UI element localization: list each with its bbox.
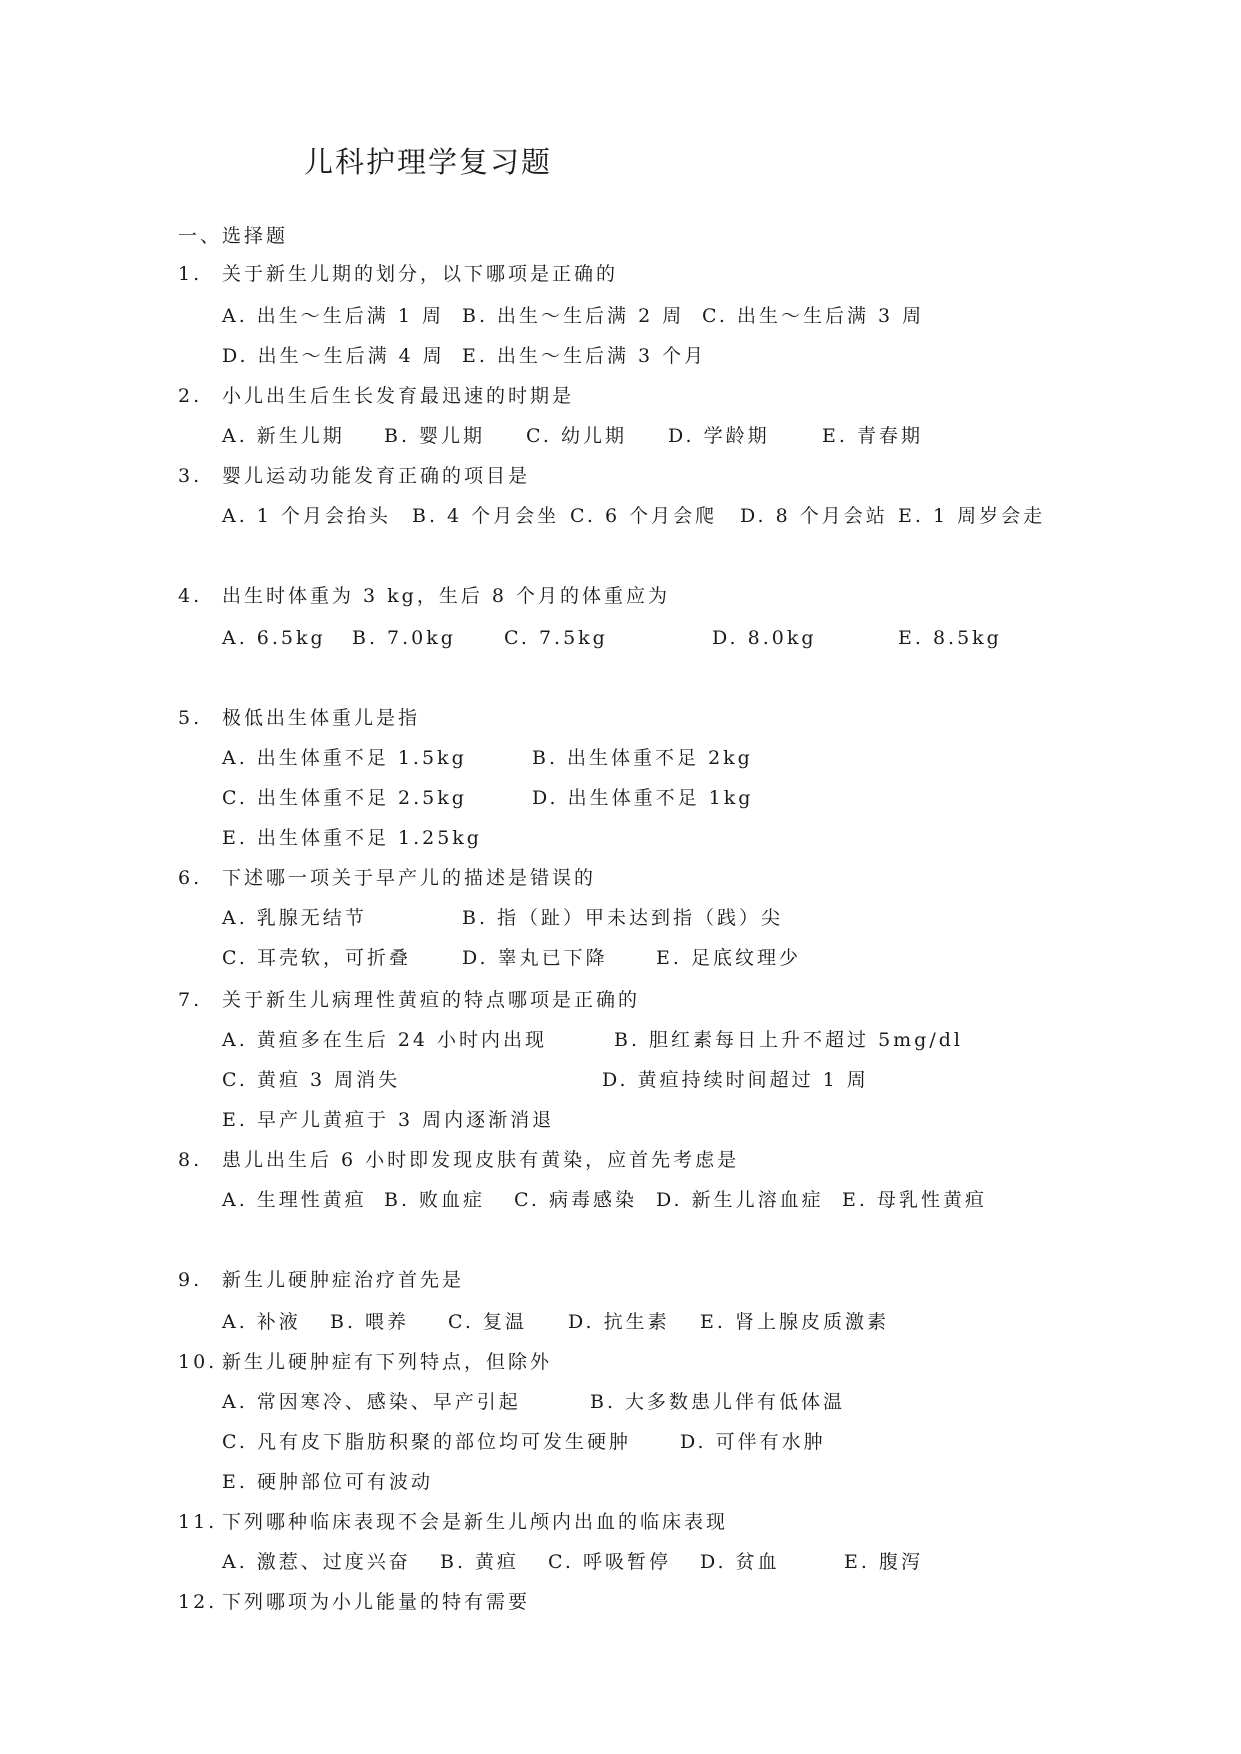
question-number: 9. (178, 1269, 203, 1291)
answer-option: E. 硬肿部位可有波动 (222, 1471, 433, 1493)
answer-option: E. 腹泻 (844, 1551, 923, 1573)
answer-option: C. 凡有皮下脂肪积聚的部位均可发生硬肿 (222, 1431, 631, 1453)
answer-option: C. 病毒感染 (514, 1189, 637, 1211)
answer-option: A. 常因寒冷、感染、早产引起 (222, 1391, 521, 1413)
answer-option: D. 出生～生后满 4 周 (222, 345, 445, 367)
answer-option: E. 出生体重不足 1.25kg (222, 827, 482, 849)
question-number: 12. (178, 1591, 218, 1613)
answer-option: B. 4 个月会坐 (412, 505, 560, 527)
answer-option: D. 贫血 (700, 1551, 780, 1573)
page-title: 儿科护理学复习题 (304, 145, 553, 179)
question-number: 4. (178, 585, 203, 607)
answer-option: C. 出生体重不足 2.5kg (222, 787, 467, 809)
question-text: 极低出生体重儿是指 (222, 707, 421, 729)
question-number: 6. (178, 867, 203, 889)
question-text: 出生时体重为 3 kg，生后 8 个月的体重应为 (222, 585, 671, 607)
answer-option: B. 胆红素每日上升不超过 5mg/dl (614, 1029, 963, 1051)
answer-option: D. 8 个月会站 (740, 505, 888, 527)
answer-option: C. 出生～生后满 3 周 (702, 305, 925, 327)
answer-option: A. 生理性黄疸 (222, 1189, 367, 1211)
answer-option: E. 1 周岁会走 (898, 505, 1046, 527)
section-heading: 一、选择题 (178, 225, 289, 247)
answer-option: E. 8.5kg (898, 627, 1002, 649)
answer-option: B. 指（趾）甲未达到指（践）尖 (462, 907, 784, 929)
answer-option: A. 补液 (222, 1311, 301, 1333)
answer-option: A. 6.5kg (222, 627, 326, 649)
answer-option: C. 黄疸 3 周消失 (222, 1069, 401, 1091)
answer-option: B. 喂养 (330, 1311, 410, 1333)
answer-option: D. 睾丸已下降 (462, 947, 608, 969)
answer-option: E. 母乳性黄疸 (842, 1189, 987, 1211)
answer-option: C. 幼儿期 (526, 425, 627, 447)
answer-option: A. 新生儿期 (222, 425, 345, 447)
answer-option: C. 7.5kg (504, 627, 608, 649)
answer-option: B. 黄疸 (440, 1551, 520, 1573)
answer-option: A. 黄疸多在生后 24 小时内出现 (222, 1029, 548, 1051)
answer-option: C. 6 个月会爬 (570, 505, 718, 527)
answer-option: B. 败血症 (384, 1189, 486, 1211)
question-number: 2. (178, 385, 203, 407)
answer-option: A. 乳腺无结节 (222, 907, 367, 929)
answer-option: E. 青春期 (822, 425, 923, 447)
question-text: 下列哪种临床表现不会是新生儿颅内出血的临床表现 (222, 1511, 729, 1533)
question-number: 8. (178, 1149, 203, 1171)
question-number: 3. (178, 465, 203, 487)
question-number: 5. (178, 707, 203, 729)
question-text: 下列哪项为小儿能量的特有需要 (222, 1591, 531, 1613)
answer-option: B. 婴儿期 (384, 425, 486, 447)
question-text: 下述哪一项关于早产儿的描述是错误的 (222, 867, 597, 889)
question-text: 小儿出生后生长发育最迅速的时期是 (222, 385, 575, 407)
answer-option: B. 出生～生后满 2 周 (462, 305, 685, 327)
answer-option: A. 出生体重不足 1.5kg (222, 747, 467, 769)
answer-option: C. 耳壳软，可折叠 (222, 947, 411, 969)
question-number: 11. (178, 1511, 218, 1533)
question-text: 新生儿硬肿症治疗首先是 (222, 1269, 465, 1291)
answer-option: D. 学龄期 (668, 425, 770, 447)
question-text: 患儿出生后 6 小时即发现皮肤有黄染，应首先考虑是 (222, 1149, 740, 1171)
answer-option: D. 黄疸持续时间超过 1 周 (602, 1069, 869, 1091)
answer-option: D. 可伴有水肿 (680, 1431, 826, 1453)
answer-option: C. 呼吸暂停 (548, 1551, 671, 1573)
answer-option: E. 足底纹理少 (656, 947, 801, 969)
answer-option: D. 8.0kg (712, 627, 817, 649)
answer-option: A. 激惹、过度兴奋 (222, 1551, 411, 1573)
answer-option: D. 抗生素 (568, 1311, 670, 1333)
question-number: 10. (178, 1351, 218, 1373)
answer-option: E. 肾上腺皮质激素 (700, 1311, 889, 1333)
answer-option: B. 出生体重不足 2kg (532, 747, 753, 769)
answer-option: D. 新生儿溶血症 (656, 1189, 824, 1211)
question-text: 关于新生儿病理性黄疸的特点哪项是正确的 (222, 989, 641, 1011)
answer-option: E. 早产儿黄疸于 3 周内逐渐消退 (222, 1109, 555, 1131)
question-text: 新生儿硬肿症有下列特点，但除外 (222, 1351, 553, 1373)
answer-option: B. 大多数患儿伴有低体温 (590, 1391, 846, 1413)
answer-option: B. 7.0kg (352, 627, 456, 649)
answer-option: C. 复温 (448, 1311, 527, 1333)
question-text: 婴儿运动功能发育正确的项目是 (222, 465, 531, 487)
answer-option: D. 出生体重不足 1kg (532, 787, 754, 809)
answer-option: E. 出生～生后满 3 个月 (462, 345, 707, 367)
question-number: 7. (178, 989, 203, 1011)
answer-option: A. 出生～生后满 1 周 (222, 305, 444, 327)
answer-option: A. 1 个月会抬头 (222, 505, 391, 527)
question-text: 关于新生儿期的划分，以下哪项是正确的 (222, 263, 619, 285)
question-number: 1. (178, 263, 203, 285)
